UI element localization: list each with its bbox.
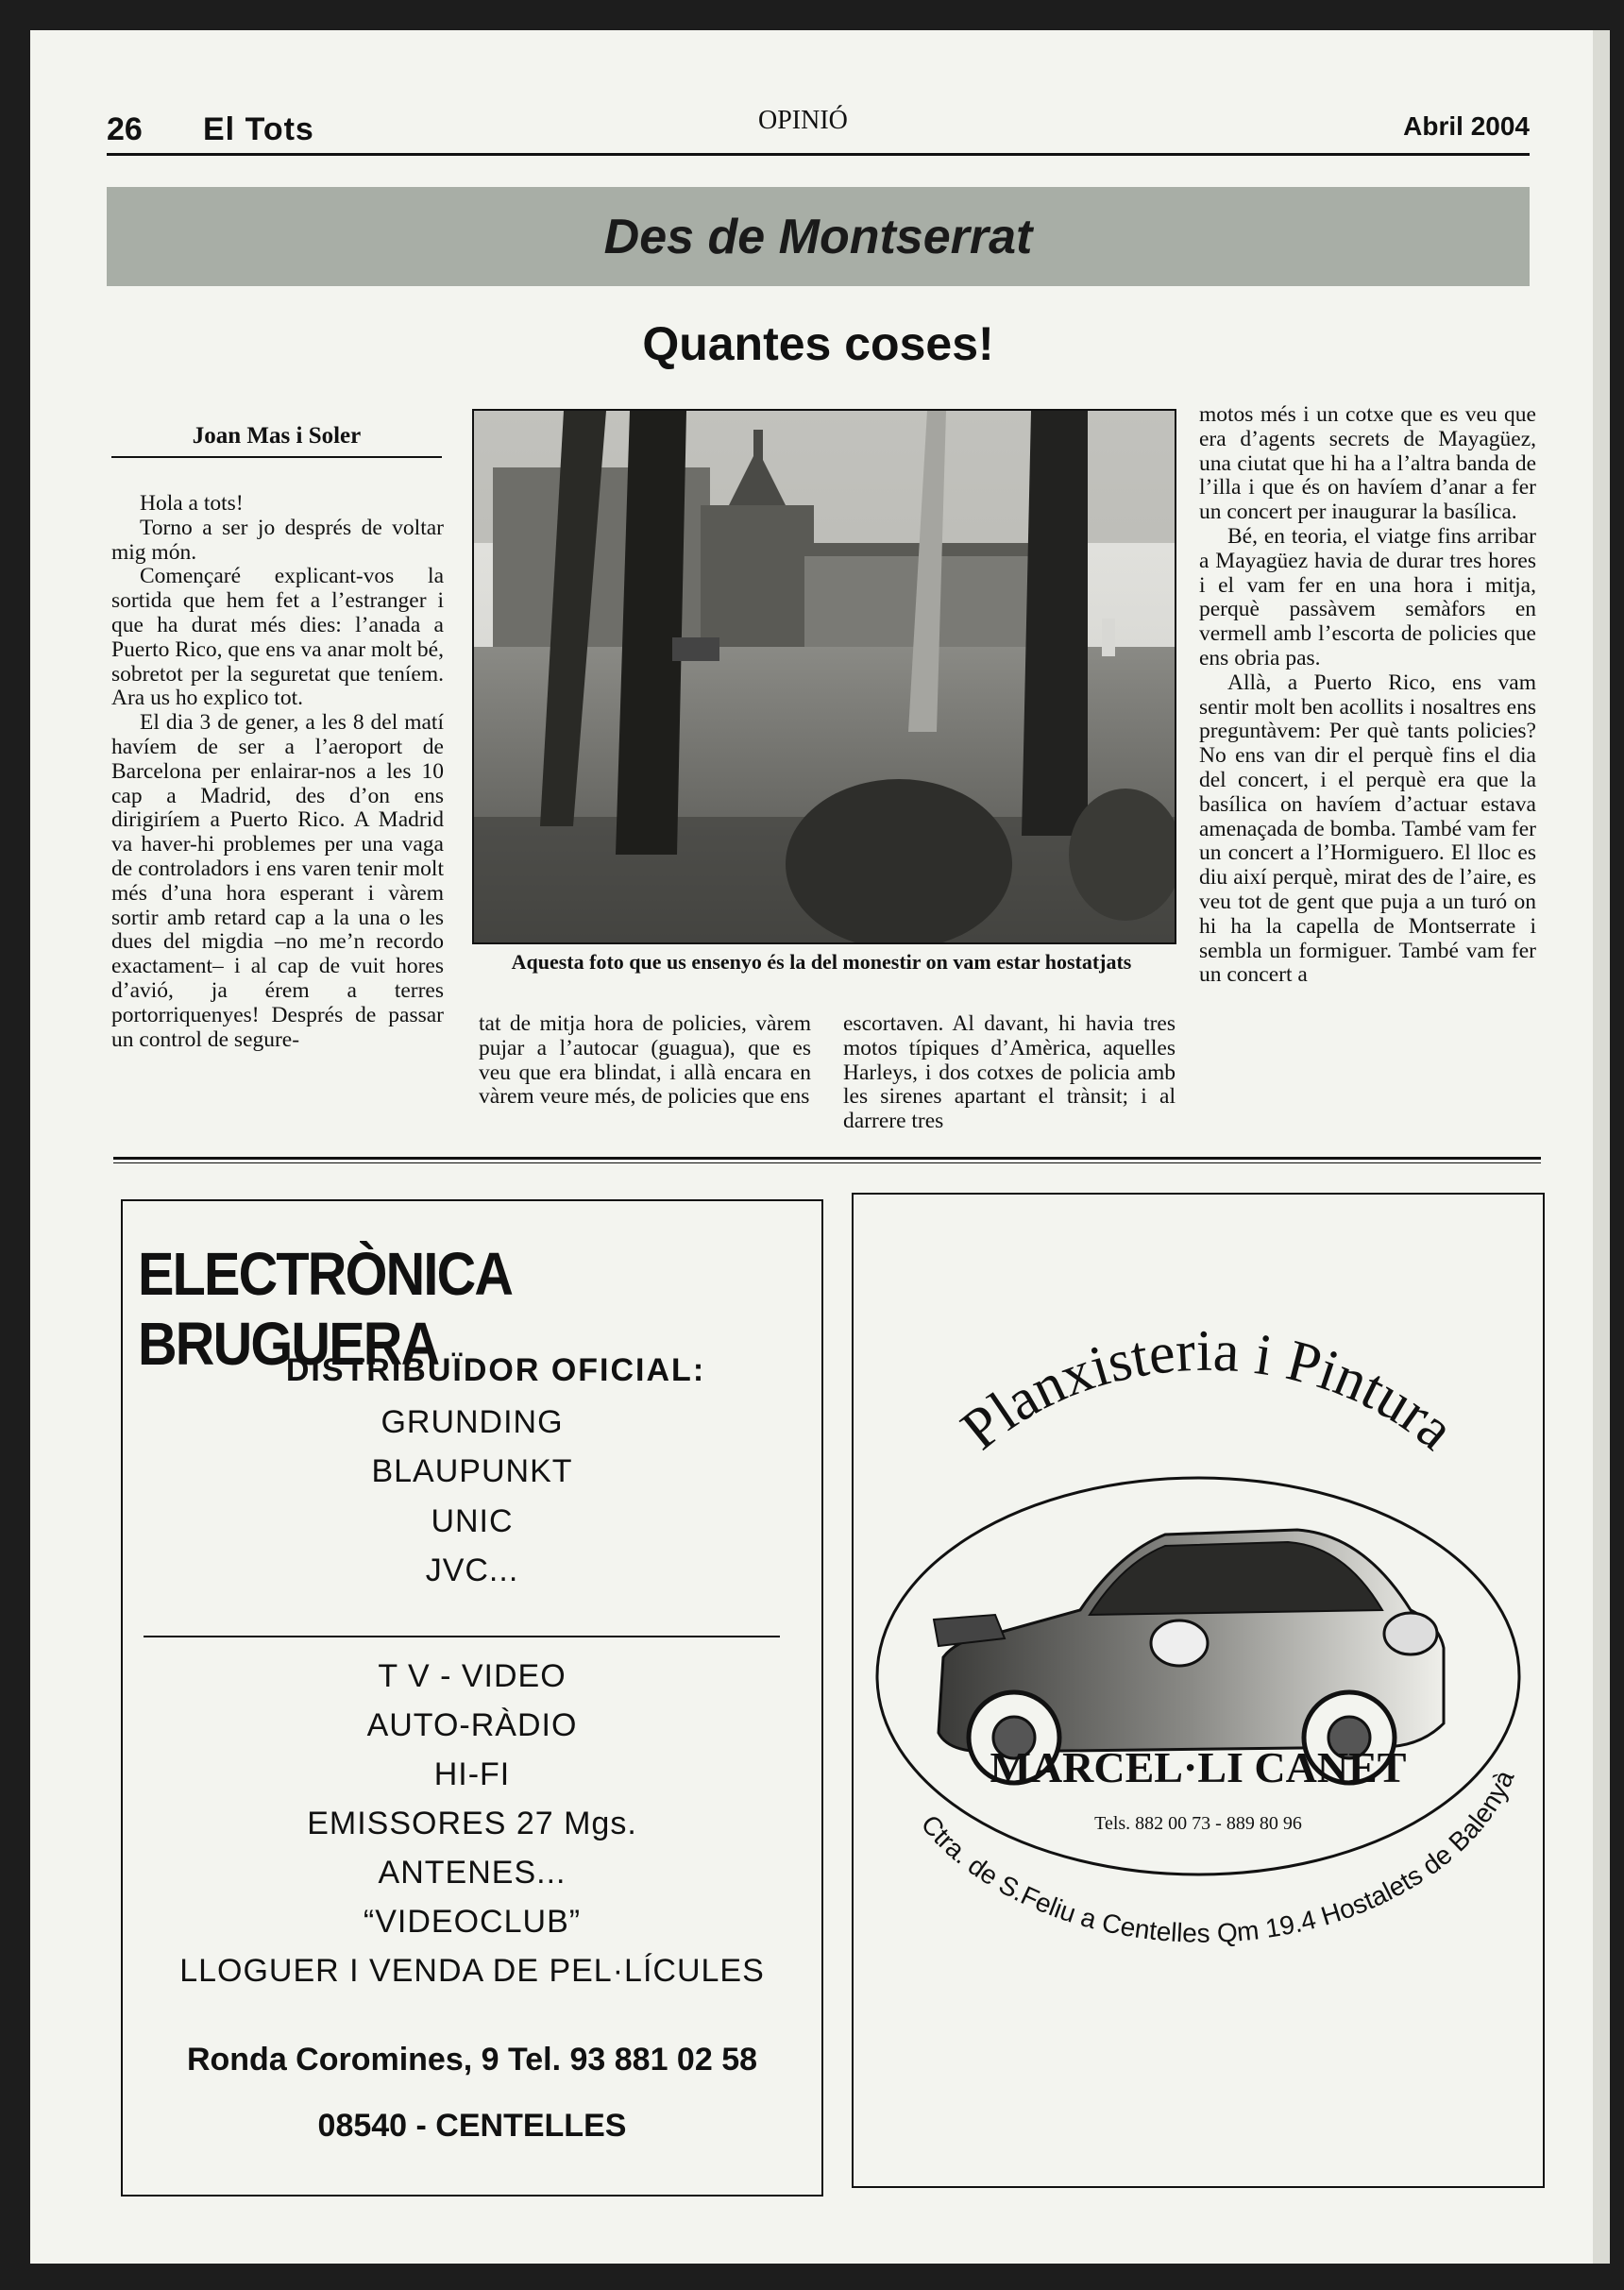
article-author: Joan Mas i Soler bbox=[192, 423, 362, 449]
article-paragraph: Començaré explicant-vos la sortida que hem fet a l’estranger i que ha durat més dies: l’anada a Puerto Rico, que ens va anar molt bé, sobretot per la seguretat que teníem. Ara us ho explico tot. bbox=[111, 564, 444, 711]
page-edge bbox=[1593, 30, 1610, 2264]
ad-service-item: T V - VIDEO bbox=[378, 1658, 567, 1694]
photo-caption: Aquesta foto que us ensenyo és la del monestir on vam estar hostatjats bbox=[511, 950, 1132, 974]
article-bottom-rule-thin bbox=[113, 1162, 1541, 1163]
article-paragraph: Bé, en teoria, el viatge fins arribar a Mayagüez havia de durar tres hores i el vam fer en una hora i mitja, perquè passàvem semàfors en vermell amb l’escorta de policies que ens obria pas. bbox=[1199, 523, 1536, 670]
article-headline: Quantes coses! bbox=[642, 317, 994, 370]
column-banner bbox=[107, 187, 1530, 286]
planxisteria-ad-art bbox=[854, 1195, 1543, 2186]
page-number: 26 bbox=[107, 111, 143, 147]
ad-divider bbox=[144, 1636, 780, 1637]
ad-city: 08540 - CENTELLES bbox=[317, 2108, 627, 2144]
author-rule bbox=[111, 456, 442, 458]
ad-phones: Tels. 882 00 73 - 889 80 96 bbox=[1094, 1813, 1302, 1834]
ad-brand-item: GRUNDING bbox=[381, 1404, 564, 1440]
planxisteria-ad bbox=[852, 1193, 1545, 2188]
ad-address-arc: Ctra. de S.Feliu a Centelles Qm 19.4 Hostalets de Balenyà bbox=[915, 1766, 1520, 1948]
article-column-3 bbox=[843, 1012, 1176, 1134]
article-bottom-rule bbox=[113, 1157, 1541, 1160]
article-paragraph: motos més i un cotxe que es veu que era d’agents secrets de Mayagüez, una ciutat que hi ha a l’altra banda de l’illa i que és on havíem d’anar a fer un concert per inaugurar la basílica. bbox=[1199, 402, 1536, 525]
article-paragraph: escortaven. Al davant, hi havia tres motos típiques d’Amèrica, aquelles Harleys, i dos cotxes de policia amb les sirenes apartant el trànsit; i al darrere tres bbox=[843, 1011, 1176, 1134]
section-name: OPINIÓ bbox=[758, 106, 848, 135]
monastery-photo-image bbox=[474, 411, 1175, 942]
electronica-bruguera-ad bbox=[121, 1199, 823, 2197]
ad-service-item: “VIDEOCLUB” bbox=[363, 1904, 582, 1940]
page-header bbox=[107, 106, 1530, 159]
ad-brand-name: ELECTRÒNICA BRUGUERA bbox=[138, 1240, 511, 1378]
ad-owner-name: MARCEL·LI CANET bbox=[990, 1743, 1407, 1791]
ad-service-item: ANTENES... bbox=[378, 1855, 567, 1891]
ad-brand-item: JVC... bbox=[425, 1552, 519, 1588]
header-rule bbox=[107, 153, 1530, 156]
ad-business-title: Planxisteria i Pintura bbox=[949, 1318, 1466, 1463]
article-paragraph: El dia 3 de gener, a les 8 del matí havíem de ser a l’aeroport de Barcelona per enlairar-nos a les 10 cap a Madrid, des d’on ens dirigiríem a Puerto Rico. A Madrid va haver-hi problemes per una vaga de controladors i ens varen tenir molt més d’una hora esperant i vàrem sortir amb retard cap a la una o les dues del migdia –no me’n recordo exactament– i al cap de vuit hores d’avió, ja érem a terres portorriquenyes! Després de passar un control de segure- bbox=[111, 710, 444, 1052]
ad-distributor-label: DISTRIBUÏDOR OFICIAL: bbox=[285, 1352, 706, 1388]
ad-brand-item: BLAUPUNKT bbox=[371, 1453, 573, 1489]
article-column-1 bbox=[111, 492, 444, 1052]
column-title: Des de Montserrat bbox=[603, 209, 1033, 264]
issue-date: Abril 2004 bbox=[1403, 111, 1530, 141]
ad-service-item: LLOGUER I VENDA DE PEL·LÍCULES bbox=[179, 1953, 765, 1989]
article-paragraph: Torno a ser jo després de voltar mig món. bbox=[111, 515, 444, 565]
ad-service-item: HI-FI bbox=[433, 1756, 511, 1792]
ad-brand-item: UNIC bbox=[431, 1503, 514, 1539]
article-column-4 bbox=[1199, 403, 1536, 988]
article-paragraph: Allà, a Puerto Rico, ens vam sentir molt ben acollits i nosaltres ens preguntàvem: Per què tants policies? No ens van dir el perquè fins el dia del concert, i el perquè era que la basílica on havíem d’actuar estava amenaçada de bomba. També vam fer un concert a l’Hormiguero. El lloc es diu així perquè, mirat des de l’aire, es veu tot de gent que puja a un turó on hi ha la capella de Montserrate i sembla un formiguer. També vam fer un concert a bbox=[1199, 670, 1536, 988]
publication-name: El Tots bbox=[203, 111, 314, 147]
ad-service-item: AUTO-RÀDIO bbox=[366, 1707, 578, 1743]
article-column-2 bbox=[479, 1012, 811, 1110]
article-paragraph: tat de mitja hora de policies, vàrem pujar a l’autocar (guagua), que es veu que era blindat, i allà encara en vàrem veure més, de policies que ens bbox=[479, 1011, 811, 1110]
ad-service-item: EMISSORES 27 Mgs. bbox=[307, 1806, 637, 1841]
monastery-photo bbox=[472, 409, 1176, 944]
article-paragraph: Hola a tots! bbox=[140, 491, 244, 516]
ad-address: Ronda Coromines, 9 Tel. 93 881 02 58 bbox=[186, 2042, 758, 2078]
